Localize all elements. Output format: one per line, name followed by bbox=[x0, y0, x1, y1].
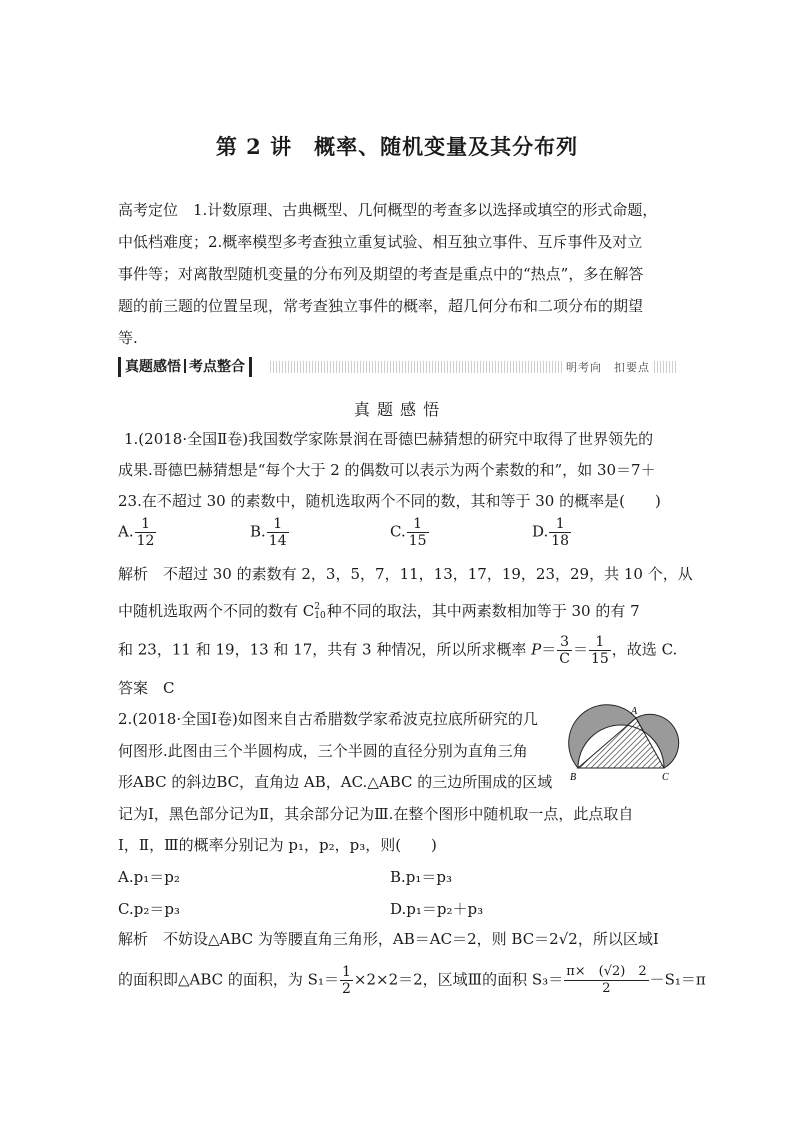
section-title: 真 题 感 悟 bbox=[353, 400, 441, 419]
q2-line: Ⅰ，Ⅱ，Ⅲ的概率分别记为 p₁，p₂，p₃，则( ) bbox=[118, 836, 437, 854]
option-fraction bbox=[135, 516, 157, 549]
combination-sub: 10 bbox=[314, 611, 326, 621]
numerator: 1 bbox=[135, 516, 157, 533]
denominator: C bbox=[559, 651, 570, 667]
denominator: 2 bbox=[602, 981, 611, 996]
label-b: B bbox=[570, 772, 577, 783]
numerator: 3 bbox=[557, 634, 572, 651]
banner-label-2: 考点整合 bbox=[189, 359, 245, 375]
section-banner bbox=[118, 357, 676, 377]
q1-answer: 答案 C bbox=[118, 679, 175, 697]
option-fraction bbox=[267, 516, 289, 549]
q1-line: 23.在不超过 30 的素数中，随机选取两个不同的数，其和等于 30 的概率是( ) bbox=[118, 492, 661, 510]
q2-solution-text: －S₁＝π bbox=[649, 970, 706, 989]
q2-option-b[interactable]: B.p₁＝p₃ bbox=[390, 868, 453, 886]
q1-line: 成果.哥德巴赫猜想是“每个大于 2 的偶数可以表示为两个素数的和”，如 30＝7＋ bbox=[118, 461, 656, 479]
q1-option-c[interactable] bbox=[390, 516, 430, 549]
equals-sign: ＝ bbox=[572, 640, 588, 659]
intro-line: 事件等；对离散型随机变量的分布列及期望的考查是重点中的“热点”，多在解答 bbox=[118, 265, 644, 283]
q2-option-c[interactable]: C.p₂＝p₃ bbox=[118, 900, 180, 918]
option-label: D. bbox=[532, 522, 549, 541]
q1-solution-text: 种不同的取法，其中两素数相加等于 30 的有 7 bbox=[326, 602, 640, 620]
denominator: 14 bbox=[268, 533, 287, 549]
numerator: 1 bbox=[267, 516, 289, 533]
q1-option-a[interactable] bbox=[118, 516, 157, 549]
q2-solution-text: ×2×2＝2，区域Ⅲ的面积 S₃＝ bbox=[353, 970, 564, 989]
denominator: 2 bbox=[341, 981, 351, 997]
q1-solution-line bbox=[118, 563, 693, 584]
fraction bbox=[340, 964, 353, 997]
intro-line: 等. bbox=[118, 329, 138, 347]
label-a: A bbox=[631, 706, 638, 717]
option-label: B. bbox=[250, 522, 266, 541]
fraction bbox=[564, 964, 648, 997]
option-fraction bbox=[549, 516, 571, 549]
q2-option-d[interactable]: D.p₁＝p₂＋p₃ bbox=[390, 900, 484, 918]
q1-solution-text: 和 23，11 和 19，13 和 17，共有 3 种情况，所以所求概率 bbox=[118, 640, 532, 659]
numerator: 1 bbox=[589, 634, 611, 651]
q1-option-d[interactable] bbox=[532, 516, 572, 549]
label-c: C bbox=[662, 772, 669, 783]
denominator: 15 bbox=[408, 533, 427, 549]
q2-line: 2.(2018·全国Ⅰ卷)如图来自古希腊数学家希波克拉底所研究的几 bbox=[118, 710, 538, 728]
q2-line: 何图形.此图由三个半圆构成，三个半圆的直径分别为直角三角 bbox=[118, 742, 528, 760]
q2-solution-text: 的面积即△ABC 的面积，为 S₁＝ bbox=[118, 970, 339, 989]
option-label: A. bbox=[118, 522, 134, 541]
option-label: C. bbox=[390, 522, 406, 541]
denominator: 12 bbox=[136, 533, 155, 549]
q1-solution-text: 解析 不超过 30 的素数有 2，3，5，7，11，13，17，19，23，29，共 10 个，从 bbox=[118, 565, 693, 583]
prob-symbol: P bbox=[531, 640, 542, 659]
numerator: 1 bbox=[407, 516, 429, 533]
numerator: π× (√2) 2 bbox=[566, 964, 647, 979]
combination-sup: 2 bbox=[314, 602, 320, 612]
equals-sign: ＝ bbox=[541, 640, 557, 659]
numerator: 1 bbox=[549, 516, 571, 533]
banner-divider bbox=[184, 359, 186, 373]
fraction bbox=[557, 634, 572, 667]
intro-line: 中低档难度；2.概率模型多考查独立重复试验、相互独立事件、互斥事件及对立 bbox=[118, 233, 643, 251]
intro-line: 题的前三题的位置呈现，常考查独立事件的概率，超几何分布和二项分布的期望 bbox=[118, 297, 644, 315]
q1-line: 1.(2018·全国Ⅱ卷)我国数学家陈景润在哥德巴赫猜想的研究中取得了世界领先的 bbox=[124, 430, 654, 448]
denominator: 18 bbox=[551, 533, 570, 549]
q2-line: 记为Ⅰ，黑色部分记为Ⅱ，其余部分记为Ⅲ.在整个图形中随机取一点，此点取自 bbox=[118, 805, 634, 823]
lune-figure bbox=[566, 702, 690, 784]
banner-right-text: 明考向 扣要点 bbox=[562, 359, 654, 375]
q1-solution-line bbox=[118, 634, 677, 667]
q2-line: 形ABC 的斜边BC，直角边 AB，AC.△ABC 的三边所围成的区域 bbox=[118, 773, 553, 791]
banner-label-1: 真题感悟 bbox=[125, 359, 181, 375]
option-fraction bbox=[407, 516, 429, 549]
q2-option-a[interactable]: A.p₁＝p₂ bbox=[118, 868, 180, 886]
q1-solution-text: ，故选 C. bbox=[611, 640, 678, 659]
q2-solution-line: 解析 不妨设△ABC 为等腰直角三角形，AB＝AC＝2，则 BC＝2√2，所以区域Ⅰ bbox=[118, 930, 659, 948]
banner-label bbox=[118, 357, 252, 377]
q2-solution-line bbox=[118, 964, 706, 997]
q1-option-b[interactable] bbox=[250, 516, 290, 549]
page-title: 第 2 讲 概率、随机变量及其分布列 bbox=[215, 134, 579, 159]
numerator: 1 bbox=[341, 964, 351, 980]
combination-indices bbox=[314, 603, 325, 621]
fraction bbox=[589, 634, 611, 667]
q1-solution-text: 中随机选取两个不同的数有 C bbox=[118, 602, 315, 620]
denominator: 15 bbox=[590, 651, 609, 667]
q1-solution-line bbox=[118, 600, 640, 621]
intro-line: 高考定位 1.计数原理、古典概型、几何概型的考查多以选择或填空的形式命题， bbox=[118, 201, 658, 219]
